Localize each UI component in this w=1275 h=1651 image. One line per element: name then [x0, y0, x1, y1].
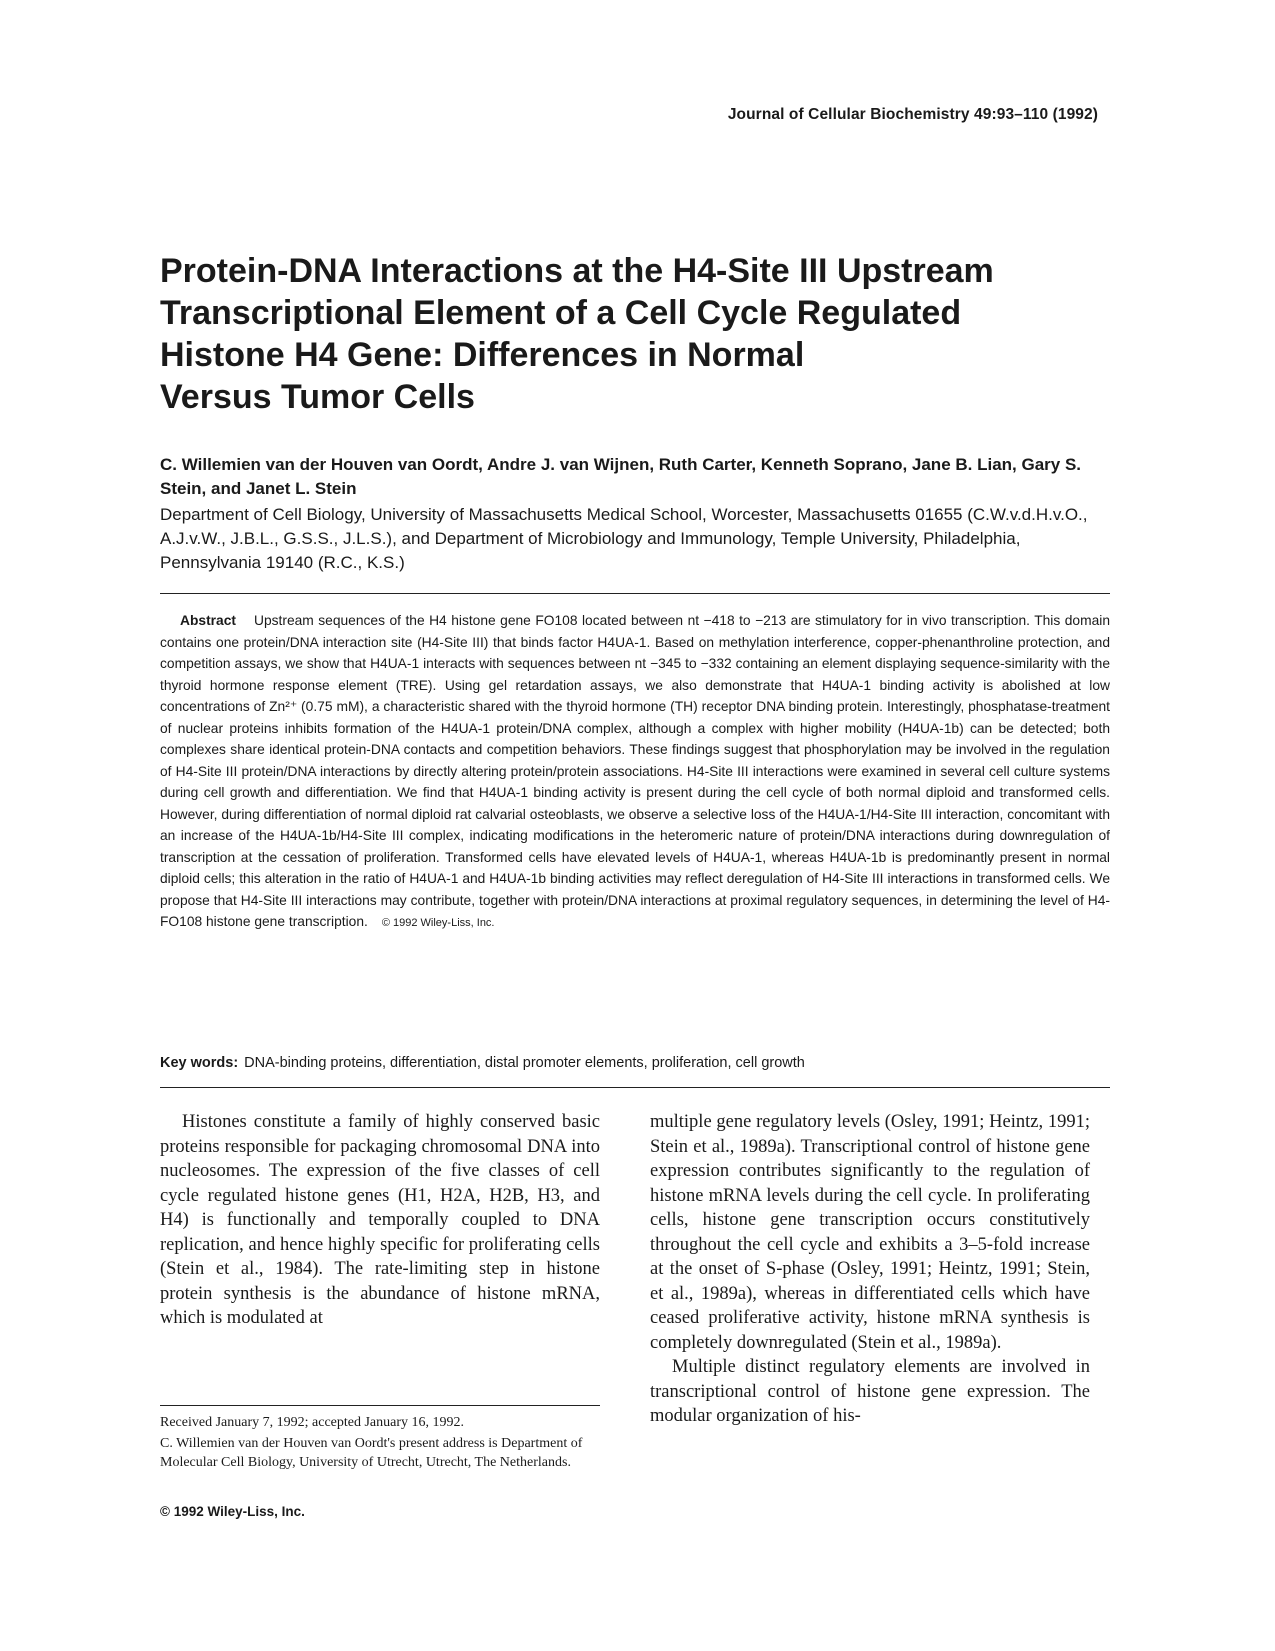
- keywords-bottom-rule: [160, 1087, 1110, 1088]
- keywords-text: DNA-binding proteins, differentiation, distal promoter elements, proliferation, cell growth: [244, 1055, 805, 1071]
- body-column-right: [650, 1110, 1090, 1429]
- abstract: [160, 610, 1110, 935]
- title-line: Versus Tumor Cells: [160, 378, 475, 416]
- body-paragraph: Multiple distinct regulatory elements are involved in transcriptional control of histone gene expression. The modular organization of his-: [650, 1357, 1090, 1426]
- title-line: Protein-DNA Interactions at the H4-Site III Upstream: [160, 252, 994, 290]
- body-column-left: [160, 1110, 600, 1331]
- keywords: [160, 1055, 1110, 1071]
- affiliation: Department of Cell Biology, University of Massachusetts Medical School, Worcester, Massachusetts 01655 (C.W.v.d.H.v.O., A.J.v.W., J.B.L., G.S.S., J.L.S.), and Department of Microbiology and Immunology, Temple University, Philadelphia, Pennsylvania 19140 (R.C., K.S.): [160, 505, 1088, 572]
- body-paragraph: multiple gene regulatory levels (Osley, 1991; Heintz, 1991; Stein et al., 1989a). Transcriptional control of histone gene expression contributes significantly to the regulation of histone mRNA levels during the cell cycle. In proliferating cells, histone gene transcription occurs constitutively throughout the cell cycle and exhibits a 3–5-fold increase at the onset of S-phase (Osley, 1991; Heintz, 1991; Stein, et al., 1989a), whereas in differentiated cells which have ceased proliferative activity, histone mRNA synthesis is completely downregulated (Stein et al., 1989a).: [650, 1112, 1090, 1353]
- article-title: [160, 250, 1140, 418]
- footnote-received: Received January 7, 1992; accepted January 16, 1992.: [160, 1415, 465, 1430]
- title-line: Histone H4 Gene: Differences in Normal: [160, 336, 805, 374]
- footer-copyright: © 1992 Wiley-Liss, Inc.: [160, 1504, 305, 1519]
- keywords-label: Key words:: [160, 1055, 239, 1071]
- footnote-address: C. Willemien van der Houven van Oordt's present address is Department of Molecular Cell Biology, University of Utrecht, Utrecht, The Netherlands.: [160, 1436, 583, 1470]
- abstract-label: Abstract: [180, 613, 236, 628]
- abstract-copyright: © 1992 Wiley-Liss, Inc.: [381, 917, 495, 929]
- journal-header: Journal of Cellular Biochemistry 49:93–110 (1992): [727, 106, 1098, 123]
- footnote-rule: [160, 1405, 600, 1406]
- author-list: C. Willemien van der Houven van Oordt, Andre J. van Wijnen, Ruth Carter, Kenneth Soprano, Jane B. Lian, Gary S. Stein, and Janet L. Stein: [160, 455, 1082, 498]
- abstract-top-rule: [160, 593, 1110, 594]
- body-paragraph: Histones constitute a family of highly conserved basic proteins responsible for packaging chromosomal DNA into nucleosomes. The expression of the five classes of cell cycle regulated histone genes (H1, H2A, H2B, H3, and H4) is functionally and temporally coupled to DNA replication, and hence highly specific for proliferating cells (Stein et al., 1984). The rate-limiting step in histone protein synthesis is the abundance of histone mRNA, which is modulated at: [160, 1112, 600, 1328]
- abstract-text: Upstream sequences of the H4 histone gene FO108 located between nt −418 to −213 are stimulatory for in vivo transcription. This domain contains one protein/DNA interaction site (H4-Site III) that binds factor H4UA-1. Based on methylation interference, copper-phenanthroline protection, and competition assays, we show that H4UA-1 interacts with sequences between nt −345 to −332 containing an element displaying sequence-similarity with the thyroid hormone response element (TRE). Using gel retardation assays, we also demonstrate that H4UA-1 binding activity is abolished at low concentrations of Zn²⁺ (0.75 mM), a characteristic shared with the thyroid hormone (TH) receptor DNA binding protein. Interestingly, phosphatase-treatment of nuclear proteins inhibits formation of the H4UA-1 protein/DNA complex, although a complex with higher mobility (H4UA-1b) can be detected; both complexes share identical protein-DNA contacts and competition behaviors. These findings suggest that phosphorylation may be involved in the regulation of H4-Site III protein/DNA interactions by directly altering protein/protein associations. H4-Site III interactions were examined in several cell culture systems during cell growth and differentiation. We find that H4UA-1 binding activity is present during the cell cycle of both normal diploid and transformed cells. However, during differentiation of normal diploid rat calvarial osteoblasts, we observe a selective loss of the H4UA-1/H4-Site III interaction, concomitant with an increase of the H4UA-1b/H4-Site III complex, indicating modifications in the heteromeric nature of protein/DNA interactions during downregulation of transcription at the cessation of proliferation. Transformed cells have elevated levels of H4UA-1, whereas H4UA-1b is predominantly present in normal diploid cells; this alteration in the ratio of H4UA-1 and H4UA-1b binding activities may reflect deregulation of H4-Site III interactions in transformed cells. We propose that H4-Site III interactions may contribute, together with protein/DNA interactions at proximal regulatory sequences, in determining the level of H4-FO108 histone gene transcription.: [160, 613, 1110, 929]
- footnotes: [160, 1413, 600, 1474]
- title-line: Transcriptional Element of a Cell Cycle Regulated: [160, 294, 962, 332]
